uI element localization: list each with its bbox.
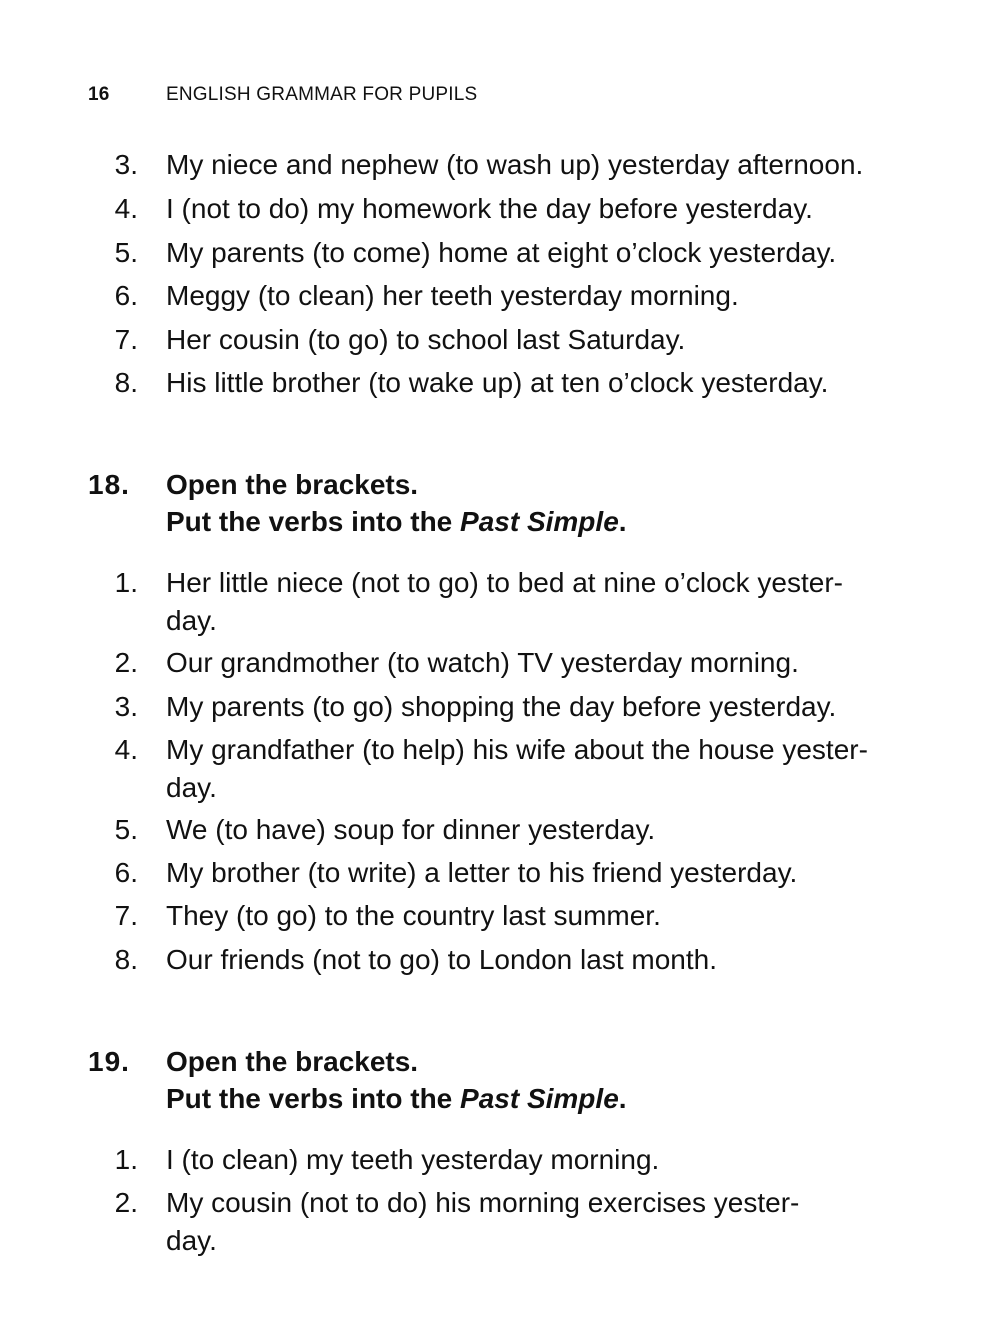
exercise-number: 18. [88,469,130,500]
page-number: 16 [88,84,110,105]
exercise-instructions: Open the brackets. Put the verbs into the Past Simple. [166,1046,627,1114]
running-title: ENGLISH GRAMMAR FOR PUPILS [166,84,478,105]
exercise-number: 19. [88,1046,130,1077]
exercise-instructions: Open the brackets. Put the verbs into the Past Simple. [166,469,627,537]
page-header [88,84,477,106]
